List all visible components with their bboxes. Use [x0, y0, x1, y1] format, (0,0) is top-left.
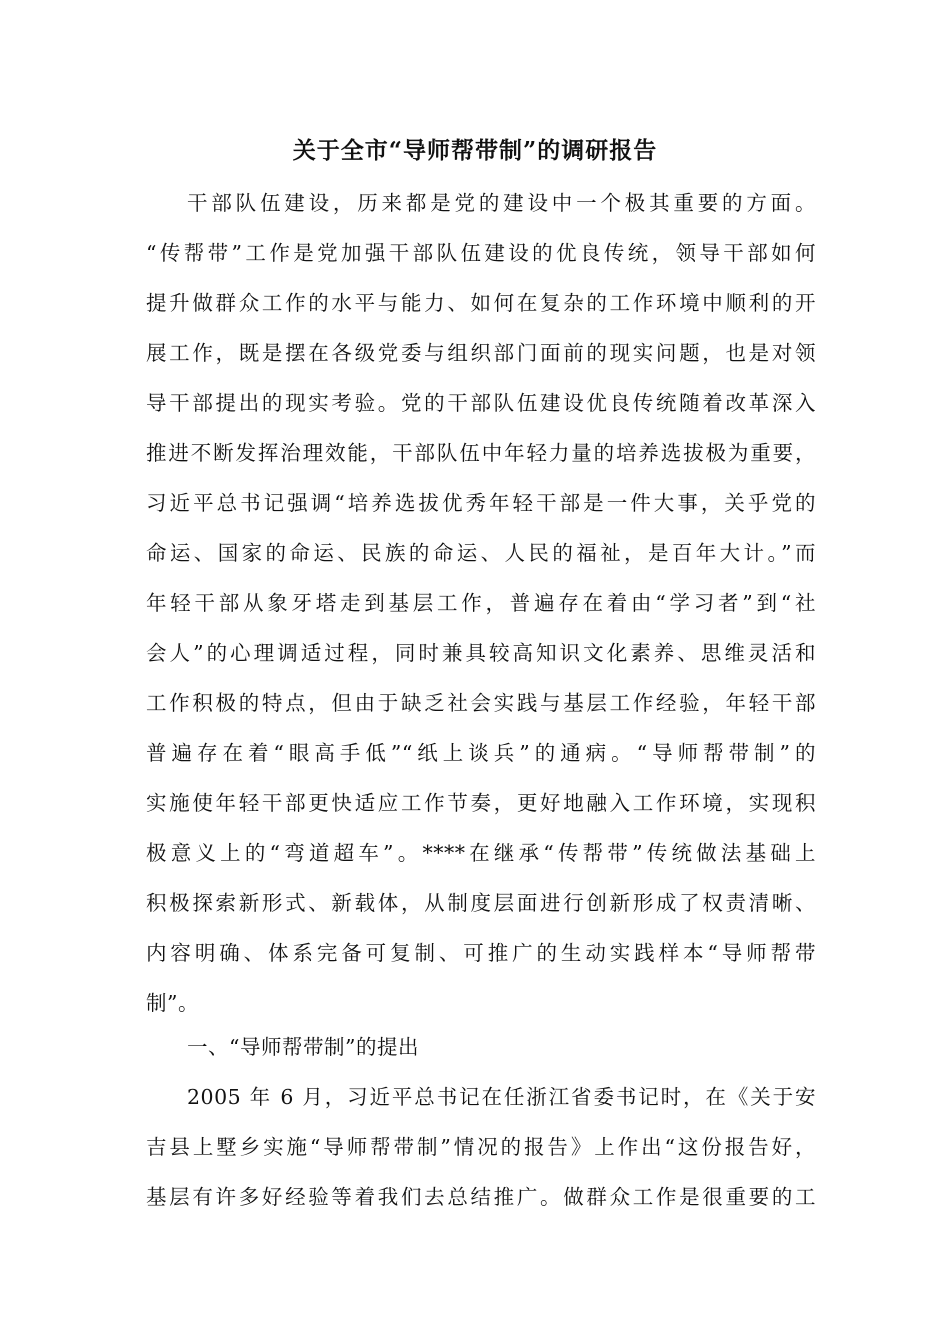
text-line: 干部队伍建设，历来都是党的建设中一个极其重要的方面。	[187, 191, 816, 215]
paragraph-origin	[146, 1072, 816, 1222]
text-line: 习近平总书记强调“培养选拔优秀年轻干部是一件大事，关乎党的	[146, 491, 816, 515]
text-line: 极意义上的“弯道超车”。****在继承“传帮带”传统做法基础上	[146, 841, 816, 865]
text-line: 普遍存在着“眼高手低”“纸上谈兵”的通病。“导师帮带制”的	[146, 741, 816, 765]
text-line: 展工作，既是摆在各级党委与组织部门面前的现实问题，也是对领	[146, 341, 816, 365]
text-line: 制”。	[146, 991, 199, 1015]
text-line: 2005 年 6 月，习近平总书记在任浙江省委书记时，在《关于安	[187, 1085, 816, 1109]
text-line: 积极探索新形式、新载体，从制度层面进行创新形成了权责清晰、	[146, 891, 816, 915]
text-line: 年轻干部从象牙塔走到基层工作，普遍存在着由“学习者”到“社	[146, 591, 816, 615]
text-line: 实施使年轻干部更快适应工作节奏，更好地融入工作环境，实现积	[146, 791, 816, 815]
paragraph-intro	[146, 178, 816, 1028]
text-line: 推进不断发挥治理效能，干部队伍中年轻力量的培养选拔极为重要，	[146, 441, 816, 465]
document-title: 关于全市“导师帮带制”的调研报告	[292, 137, 658, 164]
section-heading	[146, 1022, 816, 1072]
text-line: “传帮带”工作是党加强干部队伍建设的优良传统，领导干部如何	[146, 241, 816, 265]
text-line: 内容明确、体系完备可复制、可推广的生动实践样本“导师帮带	[146, 941, 816, 965]
text-line: 命运、国家的命运、民族的命运、人民的福祉，是百年大计。”而	[146, 541, 816, 565]
section-heading-text: 一、“导师帮带制”的提出	[187, 1035, 419, 1059]
text-line: 导干部提出的现实考验。党的干部队伍建设优良传统随着改革深入	[146, 391, 816, 415]
text-line: 提升做群众工作的水平与能力、如何在复杂的工作环境中顺利的开	[146, 291, 816, 315]
text-line: 工作积极的特点，但由于缺乏社会实践与基层工作经验，年轻干部	[146, 691, 816, 715]
text-line: 吉县上墅乡实施“导师帮带制”情况的报告》上作出“这份报告好，	[146, 1135, 816, 1159]
text-line: 基层有许多好经验等着我们去总结推广。做群众工作是很重要的工	[146, 1185, 816, 1209]
text-line: 会人”的心理调适过程，同时兼具较高知识文化素养、思维灵活和	[146, 641, 816, 665]
